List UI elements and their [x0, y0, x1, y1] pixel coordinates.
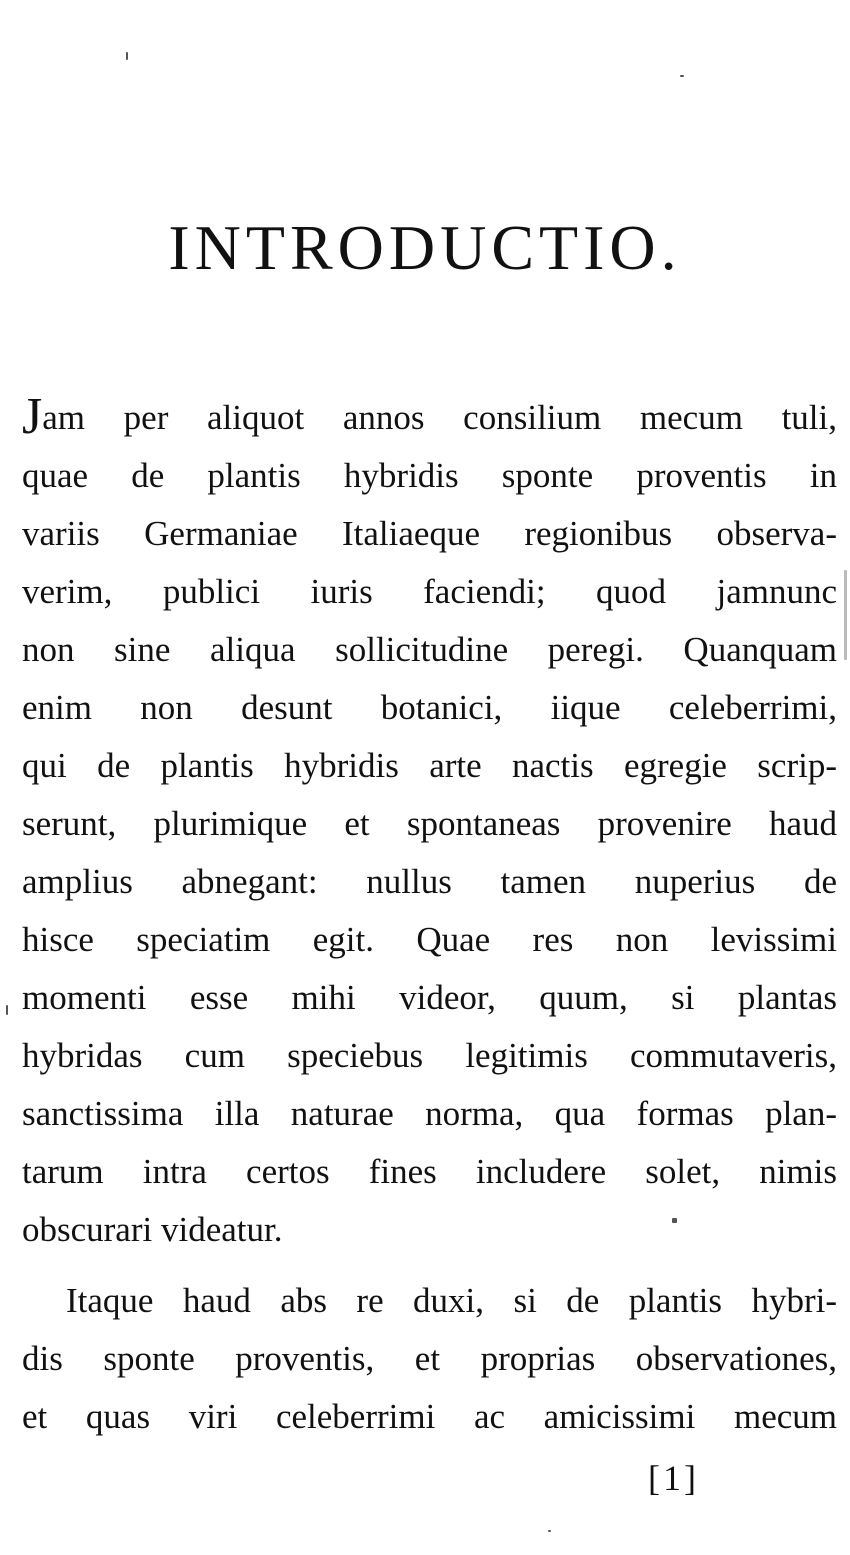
print-speck	[6, 1005, 8, 1015]
text-line: hybridas cum speciebus legitimis commutaveris,	[22, 1036, 837, 1075]
text-line: sanctissima illa naturae norma, qua formas plan-	[22, 1094, 837, 1133]
signature-mark: [1]	[648, 1458, 699, 1498]
text-line: serunt, plurimique et spontaneas provenire haud	[22, 804, 837, 843]
text-line: momenti esse mihi videor, quum, si plantas	[22, 978, 837, 1017]
text-line: amplius abnegant: nullus tamen nuperius de	[22, 862, 837, 901]
text-line: quae de plantis hybridis sponte proventis in	[22, 456, 837, 495]
text-line: et quas viri celeberrimi ac amicissimi mecum	[22, 1397, 837, 1436]
print-speck	[126, 52, 128, 60]
print-speck	[548, 1530, 551, 1532]
text-line: qui de plantis hybridis arte nactis egregie scrip-	[22, 746, 837, 785]
text-line: enim non desunt botanici, iique celeberrimi,	[22, 688, 837, 727]
text-line: tarum intra certos fines includere solet, nimis	[22, 1152, 837, 1191]
text-line: non sine aliqua sollicitudine peregi. Quanquam	[22, 630, 837, 669]
paragraph-1	[22, 389, 837, 1259]
print-speck	[844, 570, 847, 660]
text-line: Jam per aliquot annos consilium mecum tuli,	[22, 388, 837, 445]
print-speck	[680, 75, 684, 77]
drop-cap: J	[22, 388, 43, 445]
text-line: dis sponte proventis, et proprias observationes,	[22, 1339, 837, 1378]
text-line: hisce speciatim egit. Quae res non levissimi	[22, 920, 837, 959]
text-line: Itaque haud abs re duxi, si de plantis hybri-	[66, 1281, 837, 1320]
print-speck	[672, 1218, 677, 1223]
text-line: obscurari videatur.	[22, 1210, 283, 1249]
chapter-heading: INTRODUCTIO.	[168, 212, 682, 283]
text-line: variis Germaniae Italiaeque regionibus observa-	[22, 514, 837, 553]
text-line: verim, publici iuris faciendi; quod jamnunc	[22, 572, 837, 611]
paragraph-2	[22, 1272, 837, 1446]
